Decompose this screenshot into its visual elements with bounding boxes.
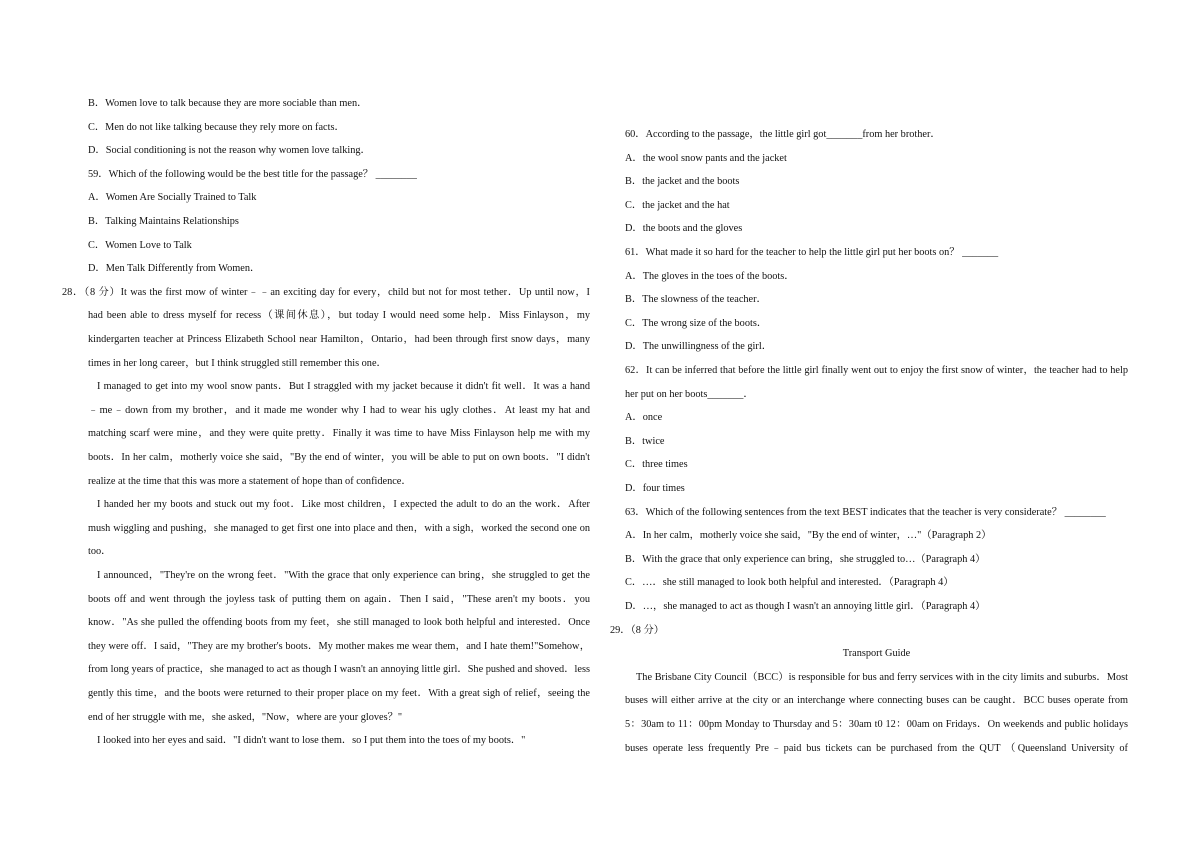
left-column-line: boots off and went through the joyless task of putting them on again．Then I said，"These aren't my boots．you (88, 593, 590, 605)
right-column-line: B．twice (625, 435, 665, 447)
left-column-line: boots．In her calm，motherly voice she said，"By the end of winter，you will be able to put on own boots．"I didn't (88, 452, 590, 463)
right-column-line: C．the jacket and the hat (625, 199, 730, 211)
right-column-line: D．The unwillingness of the girl． (625, 341, 772, 353)
left-column-line: 59．Which of the following would be the best title for the passage？ ________ (88, 168, 417, 180)
left-column-line: I handed her my boots and stuck out my foot．Like most children，I expected the adult to do an the work．After (97, 499, 590, 511)
left-column-line: gently this time，and the boots were returned to their proper place on my feet．With a great sigh of relief，seeing the (88, 688, 590, 699)
left-column-line: too． (88, 546, 112, 558)
right-column-line: 5：30am to 11：00pm Monday to Thursday and 5：30am t0 12：00am on Fridays．On weekends and public holidays (625, 719, 1128, 730)
left-column-line: realize at the time that this was more a statement of hope than of confidence． (88, 475, 412, 487)
left-column-line: mush wiggling and pushing，she managed to get first one into place and then，with a sigh，worked the second one on (88, 522, 590, 534)
right-column-line: A．once (625, 412, 663, 424)
right-column-line: buses will either arrive at the city or an interchange where connecting buses can be caught．BCC buses operate from (625, 695, 1128, 707)
left-column-line: times in her long career，but I think struggled still remember this one． (88, 357, 387, 369)
left-column-line: D．Men Talk Differently from Women． (88, 263, 261, 275)
right-column-line: C．…．she still managed to look both helpful and interested．（Paragraph 4） (625, 577, 954, 589)
left-column-line: from long years of practice，she managed to act as though I wasn't an annoying little girl．She pushed and shoved．less (88, 664, 590, 676)
left-column-line: ﹣me﹣down from my brother，and it made me wonder why I had to wear his ugly clothes．At least my hat and (88, 404, 590, 416)
left-column-line: had been able to dress myself for recess（课间休息），but today I would need some help．Miss Finlayson，my (88, 310, 590, 322)
right-column-line: Transport Guide (842, 648, 911, 660)
left-column-line: know．"As she pulled the offending boots from my feet，she still managed to look both helpful and interested．Once (88, 617, 590, 629)
left-column-line: I looked into her eyes and said．"I didn't want to lose them．so I put them into the toes of my boots．" (97, 735, 526, 747)
left-column-line: A．Women Are Socially Trained to Talk (88, 192, 257, 204)
right-column-line: C．The wrong size of the boots． (625, 317, 768, 329)
left-column-line: they were off．I said，"They are my brother's boots．My mother makes me wear them，and I hate them!"Somehow， (88, 640, 590, 652)
left-column-line: C．Women Love to Talk (88, 239, 192, 251)
right-column-line: 60．According to the passage，the little girl got_______from her brother． (625, 129, 941, 140)
right-column-line: A．In her calm，motherly voice she said，"By the end of winter，…"（Paragraph 2） (625, 530, 992, 542)
left-column-line: D．Social conditioning is not the reason why women love talking． (88, 145, 371, 157)
right-column-line: D．the boots and the gloves (625, 223, 743, 235)
right-column-line: her put on her boots_______． (625, 388, 754, 400)
right-column-line: buses operate less frequently Pre﹣paid bus tickets can be purchased from the QUT （Queensland University of (625, 742, 1128, 754)
right-column-line: 29．（8 分） (610, 624, 665, 636)
left-column-line: I announced，"They're on the wrong feet．"With the grace that only experience can bring，she struggled to get the (97, 570, 590, 581)
right-column-line: A．the wool snow pants and the jacket (625, 152, 787, 164)
right-column-line: D．…，she managed to act as though I wasn't an annoying little girl．（Paragraph 4） (625, 601, 986, 612)
right-column-line: D．four times (625, 483, 685, 494)
right-column-line: A．The gloves in the toes of the boots． (625, 270, 795, 282)
right-column-line: B．With the grace that only experience can bring，she struggled to…（Paragraph 4） (625, 553, 986, 565)
right-column-line: 63．Which of the following sentences from the text BEST indicates that the teacher is very considerate？ ________ (625, 506, 1106, 518)
right-column-line: B．the jacket and the boots (625, 176, 740, 188)
left-column-line: matching scarf were mine，and they were quite pretty．Finally it was time to have Miss Finlayson help me with my (88, 428, 590, 440)
right-column-line: B．The slowness of the teacher． (625, 294, 767, 306)
left-column-line: I managed to get into my wool snow pants．But I straggled with my jacket because it didn't fit well．It was a hand (97, 381, 590, 393)
left-column-line: 28．（8 分）It was the first mow of winter﹣﹣an exciting day for every，child but not for most tether．Up until now，I (62, 286, 590, 298)
right-column-line: 61．What made it so hard for the teacher to help the little girl put her boots on？ _______ (625, 247, 999, 258)
left-column-line: kindergarten teacher at Princess Elizabeth School near Hamilton，Ontario，had been through first snow days，many (88, 334, 590, 345)
left-column-line: C．Men do not like talking because they rely more on facts． (88, 121, 345, 133)
left-column-line: B．Women love to talk because they are more sociable than men． (88, 98, 368, 109)
left-column-line: end of her struggle with me，she asked，"Now，where are your gloves？" (88, 711, 403, 723)
left-column-line: B．Talking Maintains Relationships (88, 216, 239, 227)
right-column-line: 62．It can be inferred that before the little girl finally went out to enjoy the first snow of winter，the teacher had to help (625, 365, 1128, 376)
right-column-line: The Brisbane City Council（BCC）is responsible for bus and ferry services with in the city limits and suburbs．Most (636, 671, 1128, 683)
right-column-line: C．three times (625, 459, 688, 471)
